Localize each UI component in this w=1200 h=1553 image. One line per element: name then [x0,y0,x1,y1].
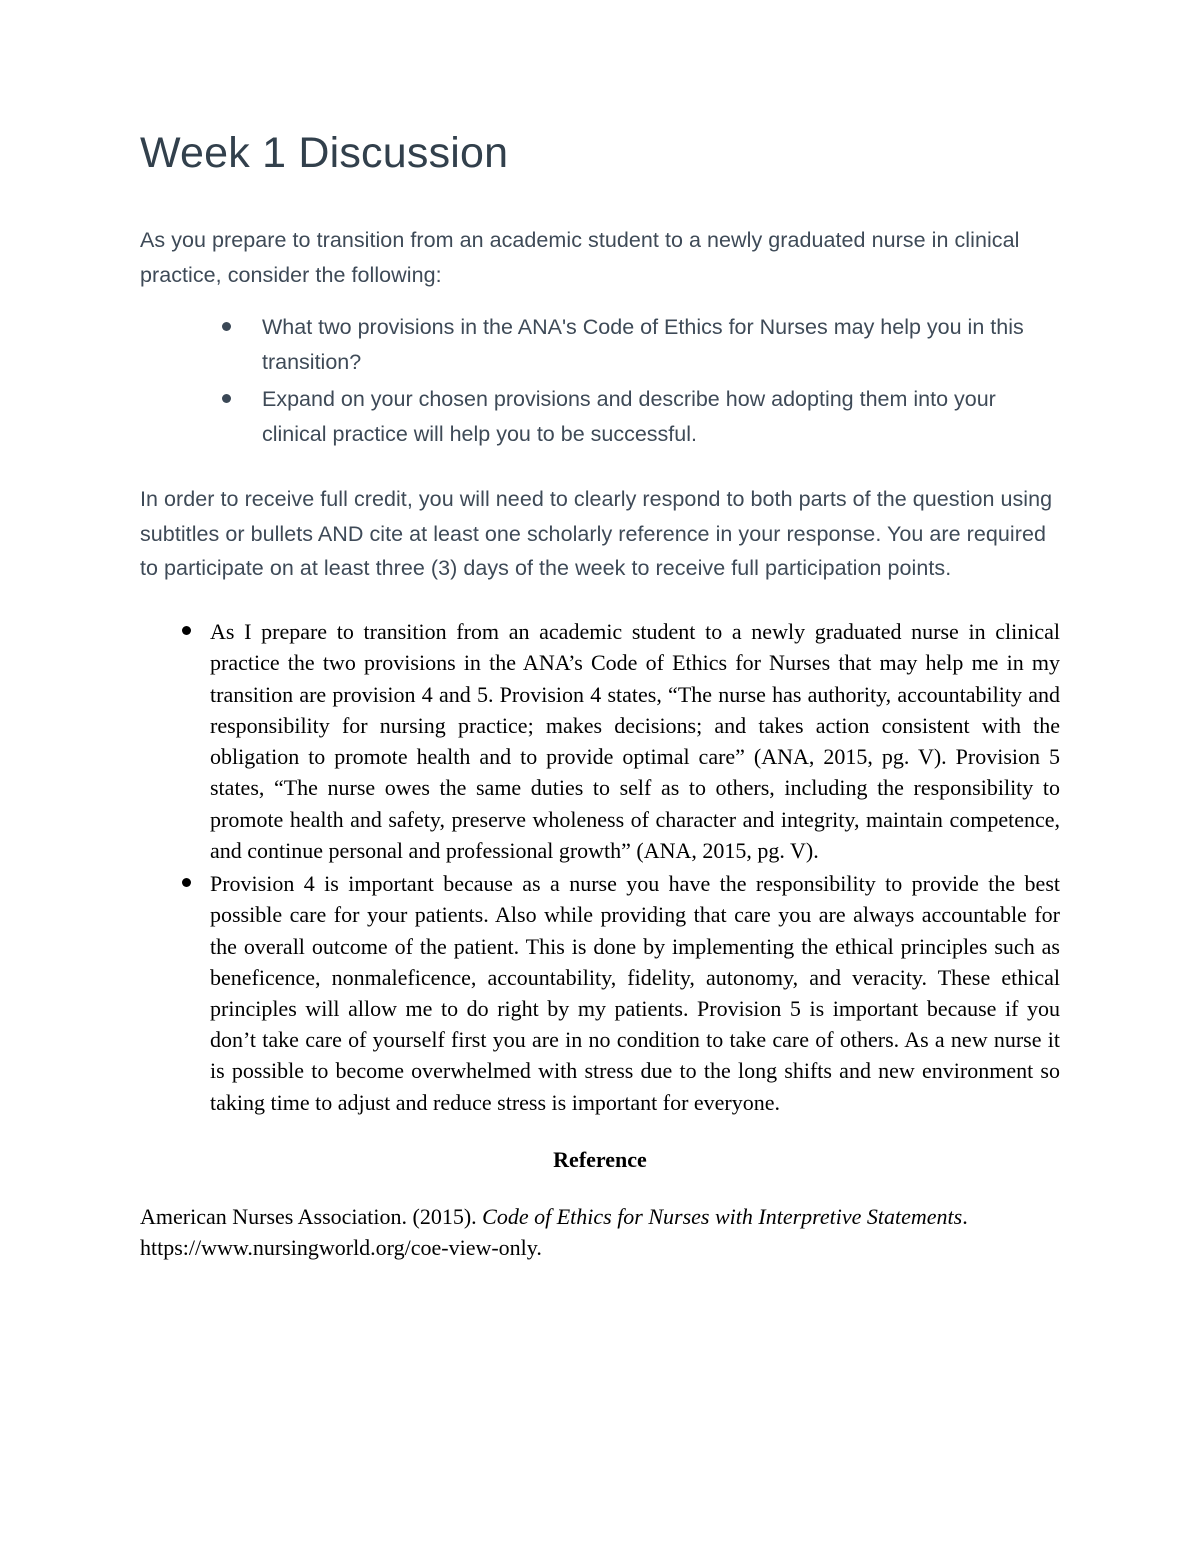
list-item-label: Provision 4 is important because as a nurse you have the responsibility to provide the best possible care for your patients. Also while providing that care you are always accountable for the overall outcome of the patient. This is done by implementing the ethical principles such as beneficence, nonmaleficence, accountability, fidelity, autonomy, and veracity. These ethical principles will allow me to do right by my patients. Provision 5 is important because if you don’t take care of yourself first you are in no condition to take care of others. As a new nurse it is possible to become overwhelmed with stress due to the long shifts and new environment so taking time to adjust and reduce stress is important for everyone. [210,871,1060,1115]
citation-url: . https://www.nursingworld.org/coe-view-only. [140,1204,968,1261]
response-bullet-list [140,616,1060,1118]
list-item-label: What two provisions in the ANA's Code of Ethics for Nurses may help you in this transition? [262,315,1024,375]
prompt-credit-paragraph: In order to receive full credit, you will need to clearly respond to both parts of the question using subtitles or bullets AND cite at least one scholarly reference in your response. You are required to participate on at least three (3) days of the week to receive full participation points. [140,486,1053,581]
reference-citation [140,1201,1060,1263]
list-item [182,868,1060,1118]
list-item [222,382,1060,452]
list-item [222,310,1060,380]
response-section [140,616,1060,1118]
bullet-dot-icon [182,626,191,635]
prompt-bullet-list [140,310,1060,451]
citation-author-year: American Nurses Association. (2015). [140,1204,483,1230]
page-title: Week 1 Discussion [140,129,509,177]
list-item-label: As I prepare to transition from an academic student to a newly graduated nurse in clinical practice the two provisions in the ANA’s Code of Ethics for Nurses that may help me in my transition are provision 4 and 5. Provision 4 states, “The nurse has authority, accountability and responsibility for nursing practice; makes decisions; and takes action consistent with the obligation to promote health and to provide optimal care” (ANA, 2015, pg. V). Provision 5 states, “The nurse owes the same duties to self as to others, including the responsibility to promote health and safety, preserve wholeness of character and integrity, maintain competence, and continue personal and professional growth” (ANA, 2015, pg. V). [210,619,1060,863]
reference-section [140,1144,1060,1264]
bullet-dot-icon [182,878,191,887]
citation-title: Code of Ethics for Nurses with Interpretive Statements [482,1204,963,1230]
list-item [182,616,1060,866]
bullet-dot-icon [222,322,231,331]
list-item-label: Expand on your chosen provisions and describe how adopting them into your clinical practice will help you to be successful. [262,387,996,446]
prompt-section [140,223,1060,586]
reference-heading: Reference [553,1146,647,1172]
bullet-dot-icon [222,394,231,403]
prompt-intro-paragraph: As you prepare to transition from an academic student to a newly graduated nurse in clinical practice, consider the following: [140,227,1020,287]
